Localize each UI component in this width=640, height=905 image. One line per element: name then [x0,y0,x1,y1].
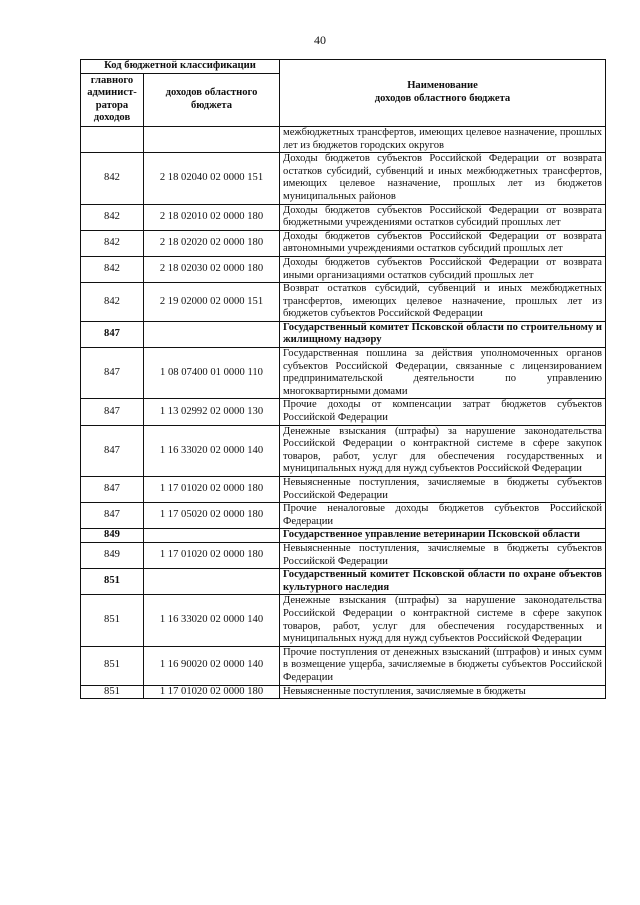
income-name-cell: Государственный комитет Псковской области по строительному и жилищному надзору [280,321,606,347]
admin-code-cell: 851 [81,685,144,699]
income-code-cell: 1 16 90020 02 0000 140 [144,646,280,685]
income-name-cell: Возврат остатков субсидий, субвенций и иных межбюджетных трансфертов, имеющих целевое назначение, прошлых лет из бюджетов субъектов Российской Федерации [280,283,606,322]
admin-code-cell: 842 [81,153,144,204]
name-header-line: доходов областного бюджета [374,92,511,104]
name-column-header [280,60,606,127]
table-row [81,256,606,282]
income-code-cell: 2 18 02020 02 0000 180 [144,230,280,256]
income-name-cell: Доходы бюджетов субъектов Российской Федерации от возврата бюджетными учреждениями остатков субсидий прошлых лет [280,204,606,230]
table-row [81,477,606,503]
admin-code-cell: 849 [81,542,144,568]
income-name-cell: Доходы бюджетов субъектов Российской Федерации от возврата автономными учреждениями остатков субсидий прошлых лет [280,230,606,256]
table-row [81,204,606,230]
admin-code-cell: 851 [81,595,144,646]
table-row [81,503,606,529]
admin-header-line: главного [90,74,134,86]
income-name-cell: межбюджетных трансфертов, имеющих целевое назначение, прошлых лет из бюджетов городских округов [280,126,606,152]
admin-header-line: админист- [87,87,137,99]
table-row [81,348,606,399]
table-row [81,542,606,568]
income-code-cell: 1 17 01020 02 0000 180 [144,542,280,568]
income-code-cell: 2 18 02040 02 0000 151 [144,153,280,204]
table-row [81,126,606,152]
admin-code-cell: 847 [81,321,144,347]
income-code-cell: 1 16 33020 02 0000 140 [144,595,280,646]
table-row [81,283,606,322]
income-code-cell: 1 13 02992 02 0000 130 [144,399,280,425]
admin-code-cell: 851 [81,646,144,685]
income-code-cell: 2 18 02010 02 0000 180 [144,204,280,230]
code-header-line: доходов областного [165,87,258,99]
admin-code-cell: 847 [81,477,144,503]
admin-code-cell: 842 [81,204,144,230]
income-code-cell: 2 18 02030 02 0000 180 [144,256,280,282]
admin-code-cell [81,126,144,152]
code-header-line: бюджета [190,99,233,111]
table-body [81,126,606,698]
table-row [81,321,606,347]
income-name-cell: Прочие доходы от компенсации затрат бюджетов субъектов Российской Федерации [280,399,606,425]
admin-code-cell: 849 [81,529,144,543]
income-code-cell: 1 16 33020 02 0000 140 [144,425,280,476]
page-number: 40 [314,33,326,47]
income-name-cell: Государственная пошлина за действия уполномоченных органов субъектов Российской Федерации, связанные с лицензированием предпринимательской деятельности по управлению многоквартирными домами [280,348,606,399]
income-code-cell: 1 08 07400 01 0000 110 [144,348,280,399]
table-row [81,399,606,425]
income-code-cell [144,126,280,152]
income-code-cell: 1 17 01020 02 0000 180 [144,477,280,503]
table-row [81,595,606,646]
income-name-cell: Денежные взыскания (штрафы) за нарушение законодательства Российской Федерации о контрактной системе в сфере закупок товаров, работ, услуг для обеспечения государственных и муниципальных нужд для нужд субъектов Российской Федерации [280,595,606,646]
income-name-cell: Прочие поступления от денежных взысканий (штрафов) и иных сумм в возмещение ущерба, зачисляемые в бюджеты субъектов Российской Федерации [280,646,606,685]
name-header-line: Наименование [407,80,478,92]
income-name-cell: Доходы бюджетов субъектов Российской Федерации от возврата остатков субсидий, субвенций и иных межбюджетных трансфертов, имеющих целевое назначение, прошлых лет из бюджетов муниципальных районов [280,153,606,204]
income-name-cell: Прочие неналоговые доходы бюджетов субъектов Российской Федерации [280,503,606,529]
income-code-cell [144,529,280,543]
income-name-cell: Доходы бюджетов субъектов Российской Федерации от возврата иными организациями остатков субсидий прошлых лет [280,256,606,282]
budget-classification-table [80,59,606,699]
table-row [81,685,606,699]
admin-header-line: ратора [95,99,129,111]
income-name-cell: Государственный комитет Псковской области по охране объектов культурного наследия [280,569,606,595]
table-row [81,529,606,543]
admin-code-cell: 842 [81,283,144,322]
income-name-cell: Невыясненные поступления, зачисляемые в бюджеты [280,685,606,699]
admin-code-cell: 851 [81,569,144,595]
admin-code-cell: 842 [81,230,144,256]
income-name-cell: Невыясненные поступления, зачисляемые в бюджеты субъектов Российской Федерации [280,542,606,568]
income-code-cell: 2 19 02000 02 0000 151 [144,283,280,322]
admin-code-cell: 847 [81,425,144,476]
admin-column-header [81,73,144,126]
admin-code-cell: 842 [81,256,144,282]
income-code-cell: 1 17 05020 02 0000 180 [144,503,280,529]
admin-header-line: доходов [93,112,131,124]
table-row [81,425,606,476]
group-header: Код бюджетной классификации [81,60,280,74]
income-code-cell [144,569,280,595]
admin-code-cell: 847 [81,503,144,529]
code-column-header [144,73,280,126]
table-row [81,646,606,685]
income-name-cell: Невыясненные поступления, зачисляемые в бюджеты субъектов Российской Федерации [280,477,606,503]
income-name-cell: Государственное управление ветеринарии Псковской области [280,529,606,543]
income-code-cell: 1 17 01020 02 0000 180 [144,685,280,699]
admin-code-cell: 847 [81,399,144,425]
table-row [81,569,606,595]
table-row [81,153,606,204]
income-code-cell [144,321,280,347]
table-row [81,230,606,256]
income-name-cell: Денежные взыскания (штрафы) за нарушение законодательства Российской Федерации о контрактной системе в сфере закупок товаров, работ, услуг для обеспечения государственных и муниципальных нужд для нужд субъектов Российской Федерации [280,425,606,476]
admin-code-cell: 847 [81,348,144,399]
